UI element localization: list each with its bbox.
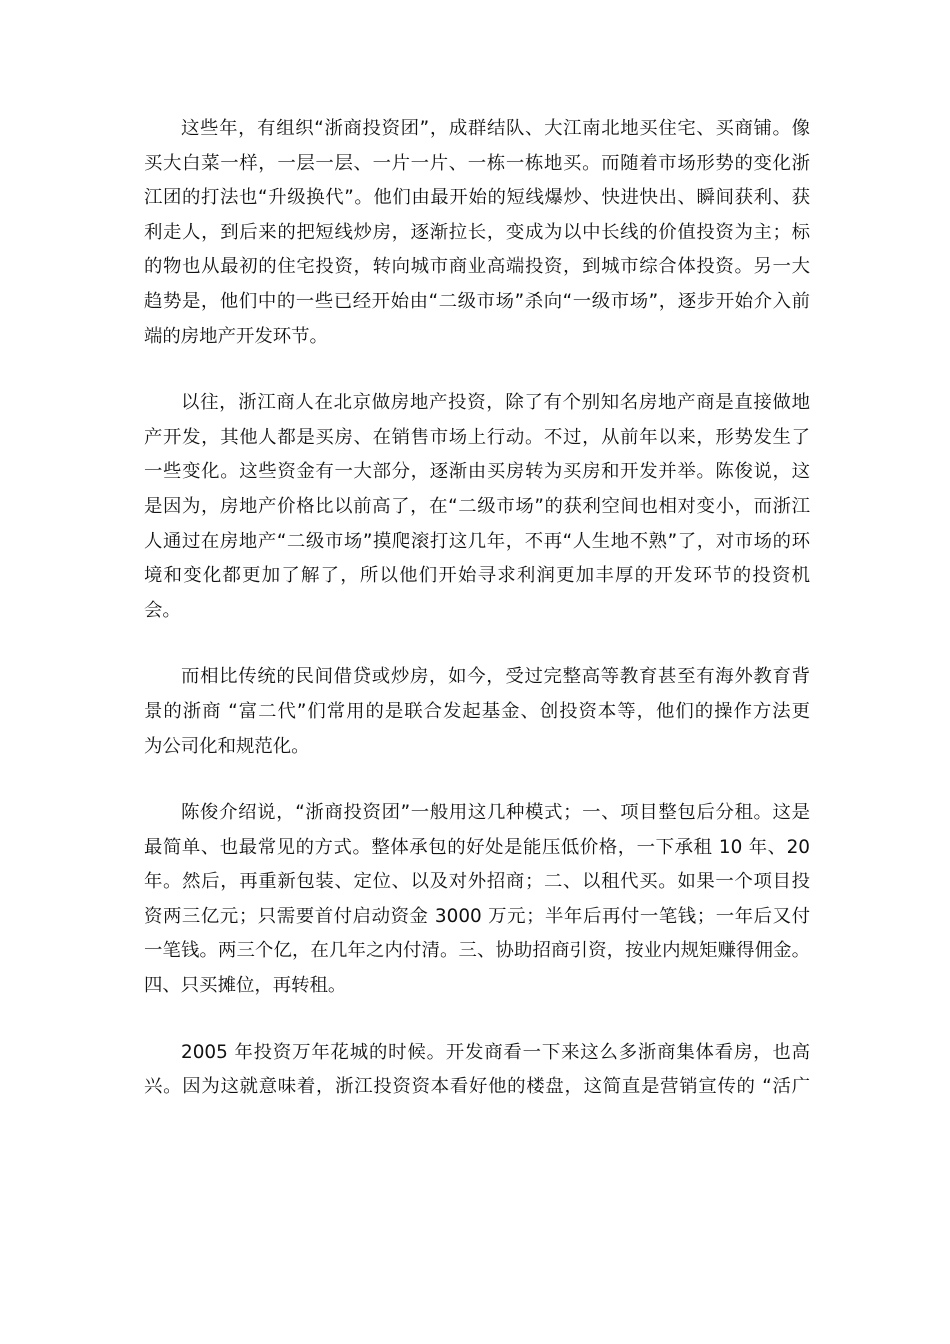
text-line: 的物也从最初的住宅投资，转向城市商业高端投资，到城市综合体投资。另一大 [144,256,810,278]
text-line: 江团的打法也“升级换代”。他们由最开始的短线爆炒、快进快出、瞬间获利、获 [144,187,810,209]
text-line: 以往，浙江商人在北京做房地产投资，除了有个别知名房地产商是直接做地 [181,392,810,414]
paragraph [144,1036,810,1105]
text-line: 景的浙商 “富二代”们常用的是联合发起基金、创投资本等，他们的操作方法更 [144,700,810,722]
text-line: 这些年，有组织“浙商投资团”，成群结队、大江南北地买住宅、买商铺。像 [181,118,810,139]
text-line: 是因为，房地产价格比以前高了，在“二级市场”的获利空间也相对变小，而浙江 [144,495,810,517]
text-line: 最简单、也最常见的方式。整体承包的好处是能压低价格，一下承租 10 年、20 [144,836,810,858]
paragraph [144,660,810,764]
text-line: 端的房地产开发环节。 [144,325,328,347]
text-line: 年。然后，再重新包装、定位、以及对外招商；二、以租代买。如果一个项目投 [144,871,810,893]
text-line: 利走人，到后来的把短线炒房，逐渐拉长，变成为以中长线的价值投资为主；标 [144,221,810,243]
text-line: 境和变化都更加了解了，所以他们开始寻求利润更加丰厚的开发环节的投资机 [144,565,810,587]
text-line: 而相比传统的民间借贷或炒房，如今，受过完整高等教育甚至有海外教育背 [181,666,810,688]
paragraph [144,386,810,628]
text-line: 一些变化。这些资金有一大部分，逐渐由买房转为买房和开发并举。陈俊说，这 [144,461,810,483]
text-line: 趋势是，他们中的一些已经开始由“二级市场”杀向“一级市场”，逐步开始介入前 [144,290,810,312]
text-line: 买大白菜一样，一层一层、一片一片、一栋一栋地买。而随着市场形势的变化浙 [144,152,810,174]
text-line: 兴。因为这就意味着，浙江投资资本看好他的楼盘，这简直是营销宣传的 “活广 [144,1076,810,1098]
text-line: 资两三亿元；只需要首付启动资金 3000 万元；半年后再付一笔钱；一年后又付 [144,905,810,927]
text-line: 四、只买摊位，再转租。 [144,975,347,997]
text-line: 一笔钱。两三个亿，在几年之内付清。三、协助招商引资，按业内规矩赚得佣金。 [144,940,810,962]
paragraph [144,112,810,354]
text-line: 2005 年投资万年花城的时候。开发商看一下来这么多浙商集体看房，也高 [181,1041,810,1063]
text-line: 为公司化和规范化。 [144,735,310,757]
text-line: 会。 [144,599,181,621]
text-line: 人通过在房地产“二级市场”摸爬滚打这几年，不再“人生地不熟”了，对市场的环 [144,530,810,552]
document-body [144,112,810,1137]
text-line: 产开发，其他人都是买房、在销售市场上行动。不过，从前年以来，形势发生了 [144,426,810,448]
text-line: 陈俊介绍说，“浙商投资团”一般用这几种模式；一、项目整包后分租。这是 [181,802,810,824]
paragraph [144,796,810,1004]
